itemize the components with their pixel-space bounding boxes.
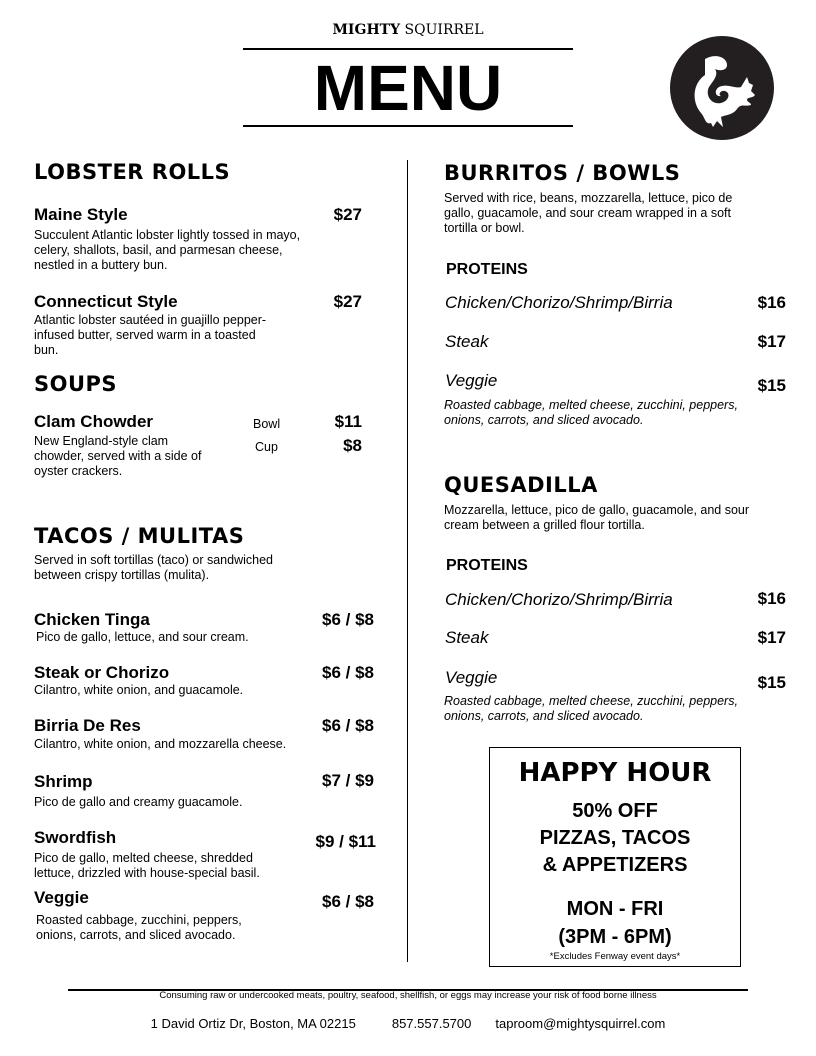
item-description: Pico de gallo, lettuce, and sour cream. bbox=[36, 630, 249, 644]
food-safety-warning: Consuming raw or undercooked meats, poultry, seafood, shellfish, or eggs may increase your risk of food borne illness bbox=[159, 990, 657, 1001]
protein-name: Steak bbox=[445, 332, 489, 351]
section-description: Mozzarella, lettuce, pico de gallo, guacamole, and sour cream between a grilled flour tortilla. bbox=[444, 503, 750, 532]
protein-description: Roasted cabbage, melted cheese, zucchini, peppers, onions, carrots, and sliced avocado. bbox=[444, 694, 738, 723]
item-price: $27 bbox=[333, 292, 362, 311]
header-rule-top bbox=[243, 48, 573, 50]
protein-name: Chicken/Chorizo/Shrimp/Birria bbox=[445, 293, 673, 312]
page-title: MENU bbox=[313, 52, 503, 124]
email-link[interactable]: taproom@mightysquirrel.com bbox=[495, 1016, 666, 1031]
section-description: Served in soft tortillas (taco) or sandwiched between crispy tortillas (mulita). bbox=[34, 553, 273, 582]
happy-hour-note: *Excludes Fenway event days* bbox=[549, 951, 681, 962]
item-name: Steak or Chorizo bbox=[34, 663, 170, 682]
happy-hour-line: 50% OFF bbox=[572, 800, 658, 822]
header-rule-bottom bbox=[243, 125, 573, 127]
protein-name: Veggie bbox=[445, 371, 498, 390]
protein-price: $16 bbox=[757, 293, 786, 312]
item-price: $6 / $8 bbox=[322, 716, 374, 735]
bowl-label: Bowl bbox=[253, 417, 281, 431]
brand-rest: SQUIRREL bbox=[404, 22, 484, 38]
item-price: $6 / $8 bbox=[322, 610, 374, 629]
happy-hour-line: PIZZAS, TACOS bbox=[539, 827, 691, 849]
section-title-soups: SOUPS bbox=[34, 372, 118, 396]
contact-line bbox=[0, 1016, 816, 1032]
protein-price: $15 bbox=[757, 673, 786, 692]
column-divider bbox=[407, 160, 408, 962]
happy-hour-hours: (3PM - 6PM) bbox=[558, 926, 672, 948]
proteins-label: PROTEINS bbox=[446, 557, 528, 574]
protein-name: Chicken/Chorizo/Shrimp/Birria bbox=[445, 590, 673, 609]
item-name: Maine Style bbox=[34, 205, 128, 224]
item-name: Chicken Tinga bbox=[34, 610, 150, 629]
item-description: Pico de gallo and creamy guacamole. bbox=[34, 795, 243, 809]
protein-name: Veggie bbox=[445, 668, 498, 687]
item-description: Cilantro, white onion, and guacamole. bbox=[34, 683, 244, 697]
item-price: $7 / $9 bbox=[322, 771, 374, 790]
item-description: Roasted cabbage, zucchini, peppers, onions, carrots, and sliced avocado. bbox=[36, 913, 242, 942]
item-description: Atlantic lobster sautéed in guajillo pepper-infused butter, served warm in a toasted bun. bbox=[34, 313, 267, 357]
section-title-quesadilla: QUESADILLA bbox=[444, 473, 598, 497]
bowl-price: $11 bbox=[334, 412, 362, 431]
cup-label: Cup bbox=[255, 440, 278, 454]
section-title-tacos: TACOS / MULITAS bbox=[34, 524, 245, 548]
happy-hour-line: & APPETIZERS bbox=[542, 854, 688, 876]
happy-hour-title: HAPPY HOUR bbox=[518, 758, 712, 788]
item-name: Swordfish bbox=[34, 828, 117, 847]
protein-price: $17 bbox=[757, 332, 786, 351]
item-name: Shrimp bbox=[34, 772, 93, 791]
item-description: Succulent Atlantic lobster lightly tossed in mayo, celery, shallots, basil, and parmesan cheese, nestled in a buttery bun. bbox=[34, 228, 301, 272]
item-description: Pico de gallo, melted cheese, shredded lettuce, drizzled with house-special basil. bbox=[34, 851, 260, 880]
address: 1 David Ortiz Dr, Boston, MA 02215 bbox=[150, 1016, 356, 1031]
item-description: Cilantro, white onion, and mozzarella cheese. bbox=[34, 737, 287, 751]
protein-name: Steak bbox=[445, 628, 489, 647]
item-description: New England-style clam chowder, served with a side of oyster crackers. bbox=[34, 434, 202, 478]
item-name: Connecticut Style bbox=[34, 292, 178, 311]
item-price: $27 bbox=[333, 205, 362, 224]
section-title-burritos: BURRITOS / BOWLS bbox=[444, 161, 681, 185]
section-title-lobster-rolls: LOBSTER ROLLS bbox=[34, 160, 231, 184]
protein-description: Roasted cabbage, melted cheese, zucchini, peppers, onions, carrots, and sliced avocado. bbox=[444, 398, 738, 427]
squirrel-logo-icon bbox=[669, 35, 775, 141]
happy-hour-days: MON - FRI bbox=[566, 898, 664, 920]
item-price: $9 / $11 bbox=[315, 832, 376, 851]
item-price: $6 / $8 bbox=[322, 663, 374, 682]
proteins-label: PROTEINS bbox=[446, 261, 528, 278]
phone[interactable]: 857.557.5700 bbox=[391, 1016, 472, 1031]
item-name: Clam Chowder bbox=[34, 412, 154, 431]
protein-price: $17 bbox=[757, 628, 786, 647]
cup-price: $8 bbox=[343, 436, 362, 455]
protein-price: $15 bbox=[757, 376, 786, 395]
item-name: Veggie bbox=[34, 888, 89, 907]
brand-bold: MIGHTY bbox=[332, 22, 401, 38]
happy-hour-box bbox=[489, 747, 741, 967]
item-name: Birria De Res bbox=[34, 716, 141, 735]
protein-price: $16 bbox=[757, 589, 786, 608]
section-description: Served with rice, beans, mozzarella, lettuce, pico de gallo, guacamole, and sour cream wrapped in a soft tortilla or bowl. bbox=[444, 191, 733, 235]
item-price: $6 / $8 bbox=[322, 892, 374, 911]
